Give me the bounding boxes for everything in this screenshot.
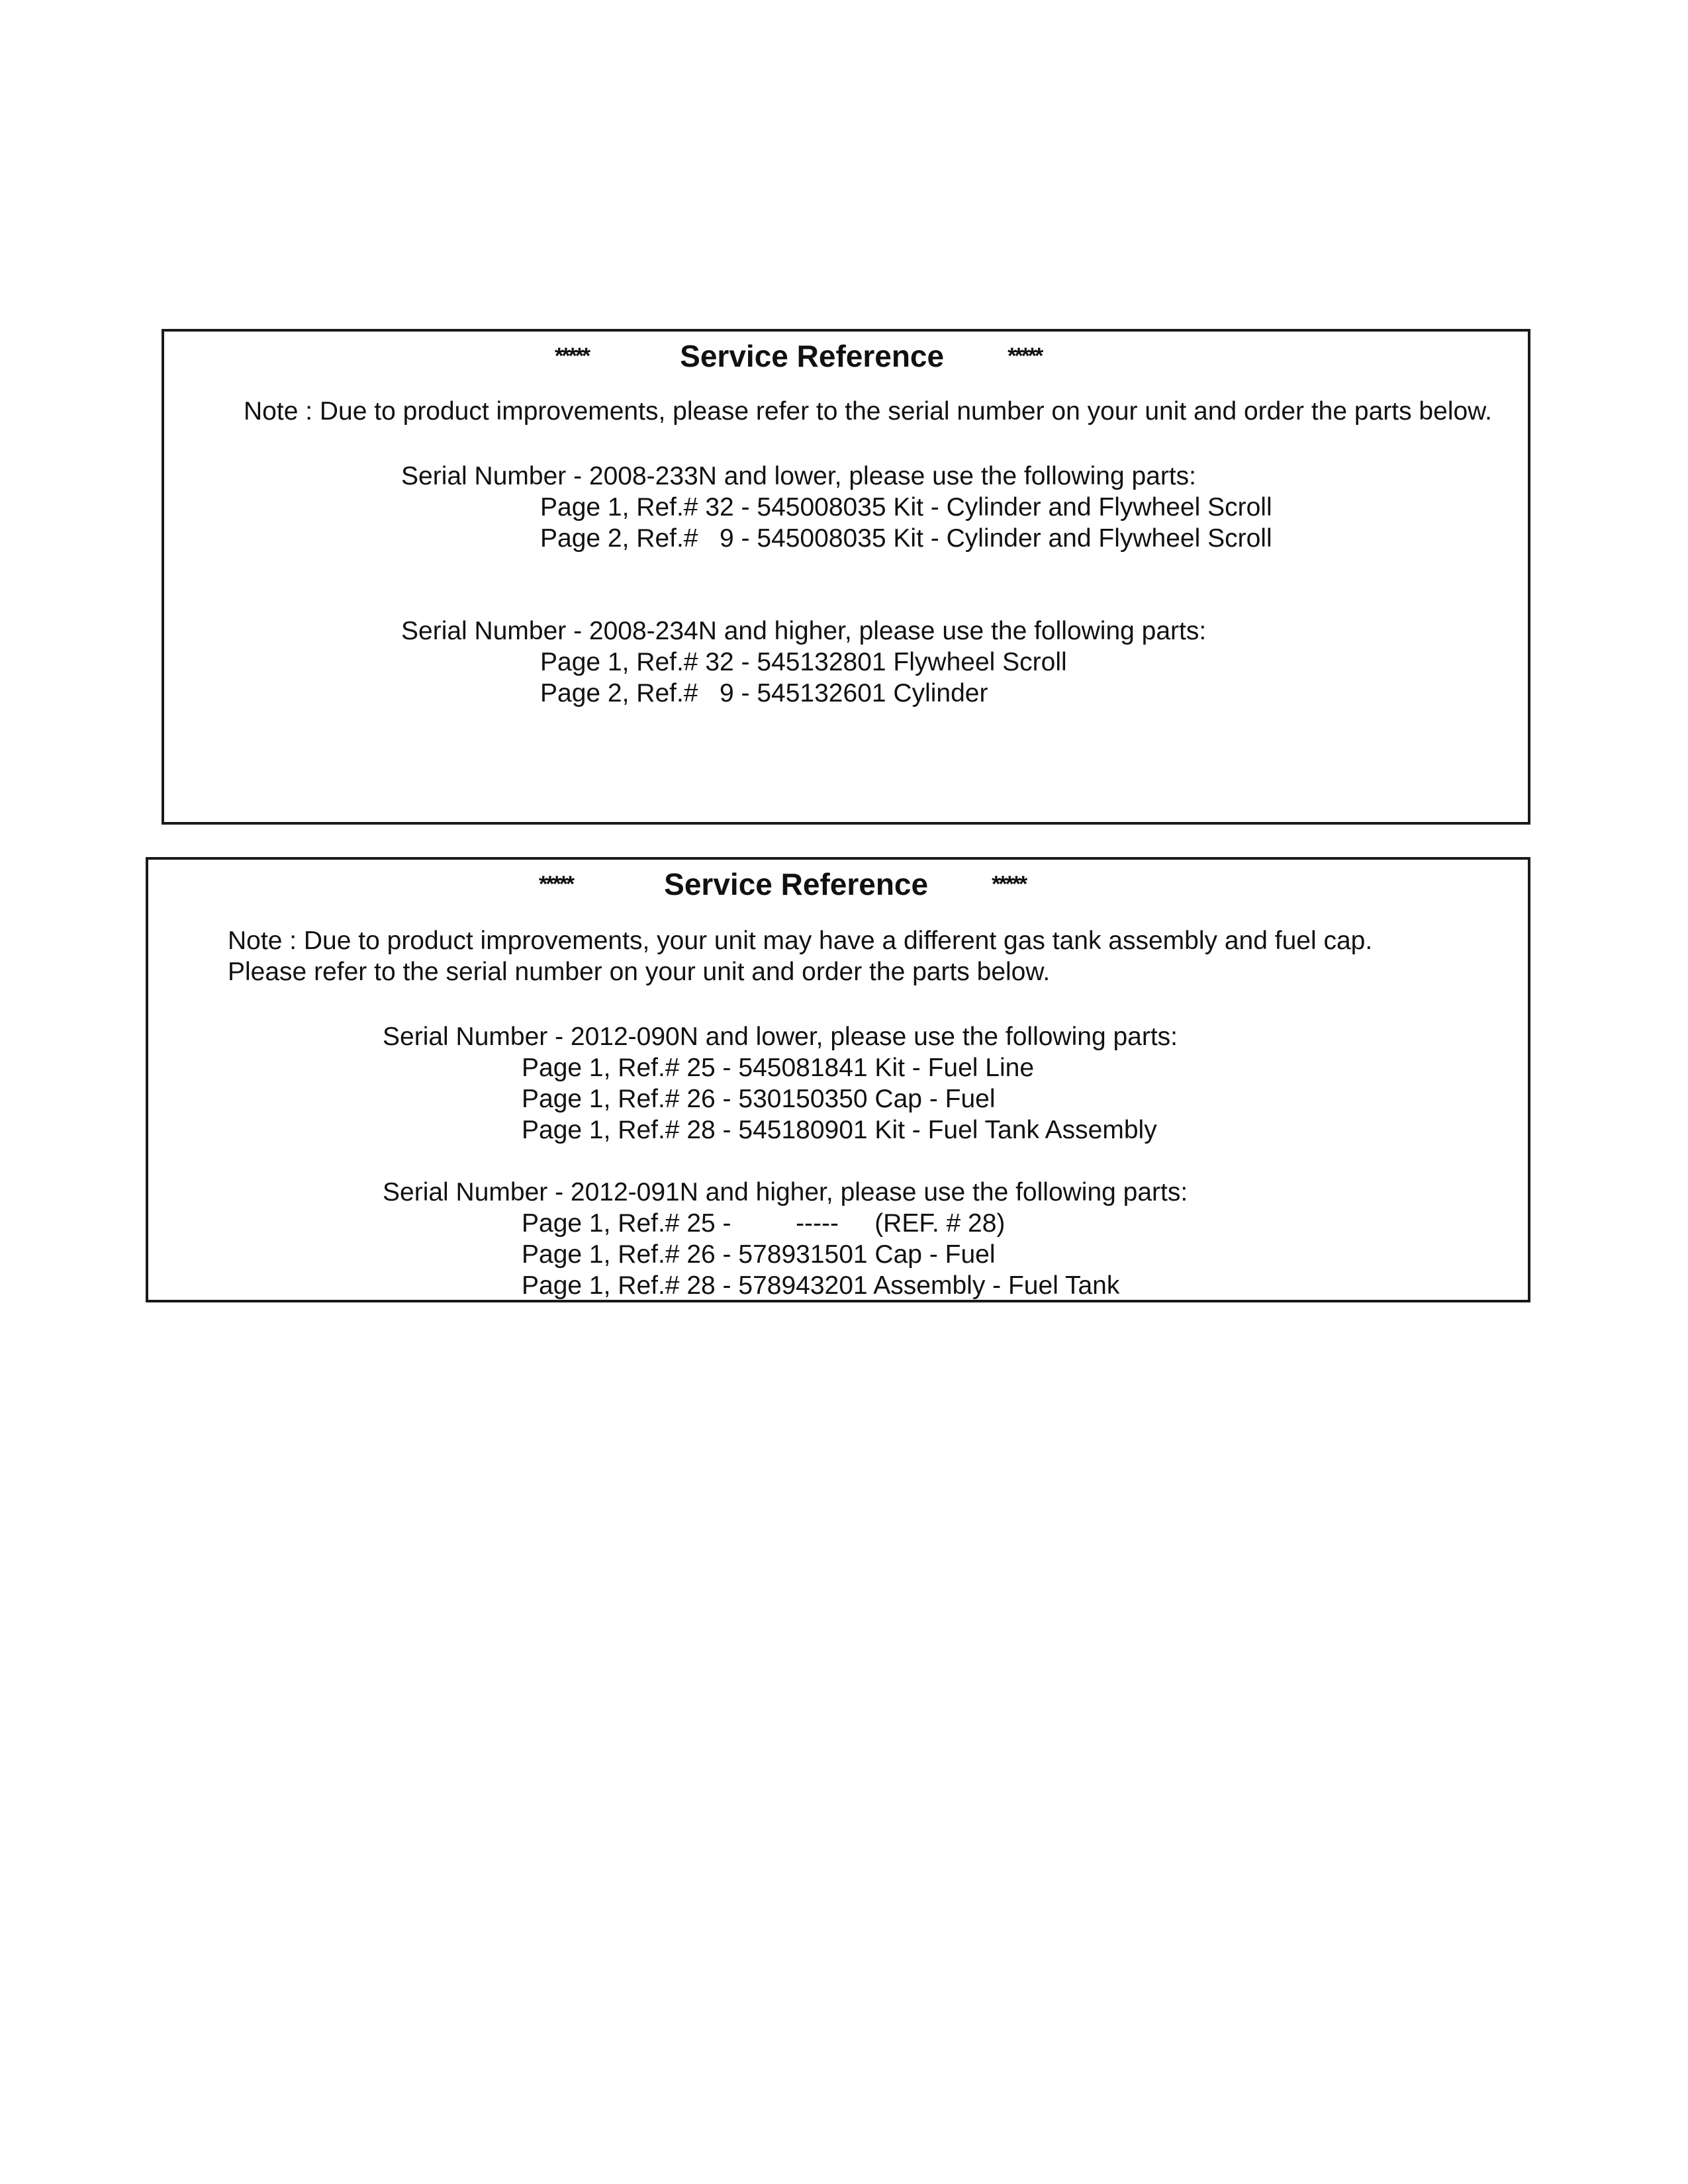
box1-stars-left: *****: [555, 343, 589, 369]
box2-note-line-1: Note : Due to product improvements, your unit may have a different gas tank assembly and fuel cap.: [228, 927, 1373, 955]
box2-part-row: [522, 1240, 996, 1270]
box1-part-desc: 545132601 Cylinder: [757, 679, 988, 707]
box2-part-row: [522, 1084, 996, 1115]
box1-heading: [555, 338, 1041, 374]
box2-part-desc: 545081841 Kit - Fuel Line: [738, 1054, 1035, 1082]
service-reference-box-1: [162, 329, 1530, 825]
box1-part-desc: 545132801 Flywheel Scroll: [757, 648, 1067, 676]
box2-part-desc: 578931501 Cap - Fuel: [738, 1240, 996, 1269]
box2-part-ref: Page 1, Ref.# 25 -: [522, 1209, 731, 1238]
box2-part-ref: Page 1, Ref.# 25 -: [522, 1054, 731, 1082]
box1-part-desc: 545008035 Kit - Cylinder and Flywheel Scroll: [757, 493, 1272, 522]
box2-part-ref: Page 1, Ref.# 28 -: [522, 1116, 731, 1144]
box1-part-ref: Page 2, Ref.# 9 -: [540, 679, 750, 707]
box2-stars-left: *****: [539, 871, 573, 897]
box1-serial-2: Serial Number - 2008-234N and higher, please use the following parts:: [401, 617, 1207, 645]
box2-part-row: [522, 1053, 1034, 1083]
box2-part-row: [522, 1208, 1005, 1239]
box2-part-desc: 530150350 Cap - Fuel: [738, 1085, 996, 1113]
box1-stars-right: *****: [1008, 343, 1042, 369]
box2-part-ref: Page 1, Ref.# 28 -: [522, 1271, 731, 1300]
box1-serial-1: Serial Number - 2008-233N and lower, please use the following parts:: [401, 462, 1197, 490]
box2-part-desc: ----- (REF. # 28): [738, 1209, 1006, 1238]
box1-part-row: [540, 523, 1272, 554]
box1-part-row: [540, 492, 1272, 523]
box2-serial-1: Serial Number - 2012-090N and lower, please use the following parts:: [383, 1023, 1178, 1051]
box2-part-row: [522, 1115, 1157, 1146]
box1-part-ref: Page 1, Ref.# 32 -: [540, 493, 750, 522]
box1-part-ref: Page 1, Ref.# 32 -: [540, 648, 750, 676]
box2-part-row: [522, 1271, 1119, 1301]
box1-title: Service Reference: [680, 339, 945, 373]
box2-part-ref: Page 1, Ref.# 26 -: [522, 1085, 731, 1113]
box2-serial-2: Serial Number - 2012-091N and higher, please use the following parts:: [383, 1178, 1188, 1206]
box1-part-row: [540, 678, 988, 709]
box2-part-desc: 545180901 Kit - Fuel Tank Assembly: [738, 1116, 1157, 1144]
box1-part-ref: Page 2, Ref.# 9 -: [540, 524, 750, 553]
box2-stars-right: *****: [992, 871, 1026, 897]
box2-part-ref: Page 1, Ref.# 26 -: [522, 1240, 731, 1269]
service-reference-box-2: [146, 857, 1530, 1302]
box2-note-line-2: Please refer to the serial number on your unit and order the parts below.: [228, 958, 1051, 986]
box1-part-desc: 545008035 Kit - Cylinder and Flywheel Scroll: [757, 524, 1272, 553]
box2-heading: [539, 866, 1025, 902]
box2-part-desc: 578943201 Assembly - Fuel Tank: [738, 1271, 1120, 1300]
box1-note: Note : Due to product improvements, please refer to the serial number on your unit and order the parts below.: [244, 397, 1493, 426]
box1-part-row: [540, 647, 1067, 678]
box2-title: Service Reference: [664, 867, 929, 901]
